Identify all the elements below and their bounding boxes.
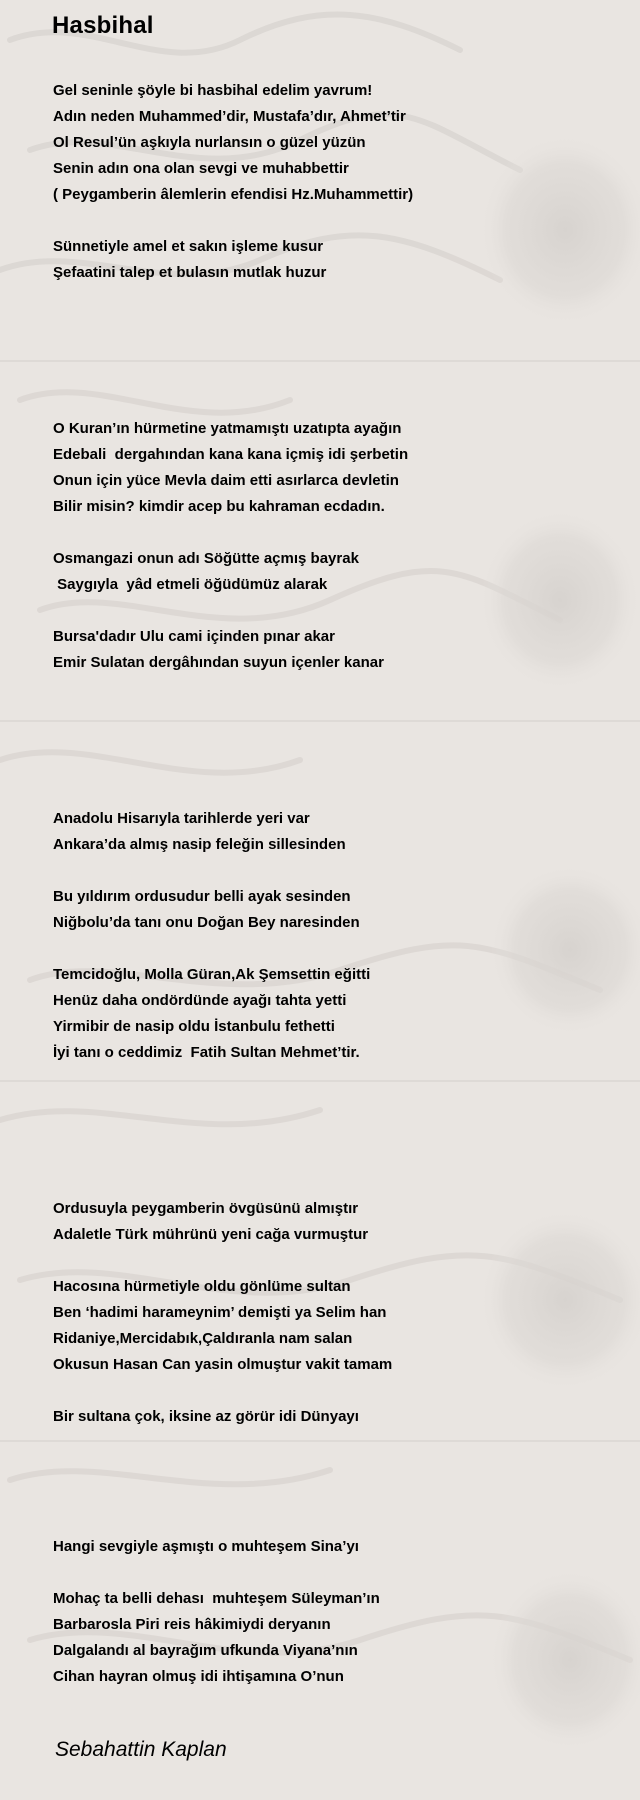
poem-body bbox=[53, 78, 613, 1690]
poem-line: Ridaniye,Mercidabık,Çaldıranla nam salan bbox=[53, 1330, 353, 1347]
poem-line: Bursa'dadır Ulu cami içinden pınar akar bbox=[53, 628, 335, 645]
poem-line: İyi tanı o ceddimiz Fatih Sultan Mehmet’tir. bbox=[53, 1044, 360, 1061]
poem-line: Bir sultana çok, iksine az görür idi Dünyayı bbox=[53, 1408, 359, 1425]
poem-section bbox=[53, 1534, 613, 1690]
poem-line: Bilir misin? kimdir acep bu kahraman ecdadın. bbox=[53, 498, 385, 515]
poem-line: Şefaatini talep et bulasın mutlak huzur bbox=[53, 264, 327, 281]
poem-line: Dalgalandı al bayrağım ufkunda Viyana’nın bbox=[53, 1642, 358, 1659]
stanza bbox=[53, 78, 613, 208]
poem-line: Anadolu Hisarıyla tarihlerde yeri var bbox=[53, 810, 310, 827]
stanza bbox=[53, 546, 613, 598]
stanza bbox=[53, 624, 613, 676]
poem-line: Ben ‘hadimi harameynim’ demişti ya Selim han bbox=[53, 1304, 387, 1321]
poem-line: Gel seninle şöyle bi hasbihal edelim yavrum! bbox=[53, 82, 373, 99]
poem-section bbox=[53, 416, 613, 676]
poem-line: ( Peygamberin âlemlerin efendisi Hz.Muhammettir) bbox=[53, 186, 414, 203]
poem-line: Hangi sevgiyle aşmıştı o muhteşem Sina’yı bbox=[53, 1538, 359, 1555]
poem-line: Senin adın ona olan sevgi ve muhabbettir bbox=[53, 160, 349, 177]
stanza bbox=[53, 884, 613, 936]
poem-line: Onun için yüce Mevla daim etti asırlarca devletin bbox=[53, 472, 399, 489]
poem-line: Niğbolu’da tanı onu Doğan Bey naresinden bbox=[53, 914, 360, 931]
poem-line: Saygıyla yâd etmeli öğüdümüz alarak bbox=[53, 576, 328, 593]
poem-section bbox=[53, 78, 613, 286]
stanza bbox=[53, 962, 613, 1066]
stanza bbox=[53, 1404, 613, 1430]
poem-line: Mohaç ta belli dehası muhteşem Süleyman’ın bbox=[53, 1590, 380, 1607]
poem-line: Sünnetiyle amel et sakın işleme kusur bbox=[53, 238, 324, 255]
poem-line: Emir Sulatan dergâhından suyun içenler kanar bbox=[53, 654, 384, 671]
poem-author: Sebahattin Kaplan bbox=[55, 1738, 227, 1761]
poem-line: Edebali dergahından kana kana içmiş idi şerbetin bbox=[53, 446, 409, 463]
poem-line: O Kuran’ın hürmetine yatmamıştı uzatıpta ayağın bbox=[53, 420, 402, 437]
poem-line: Ordusuyla peygamberin övgüsünü almıştır bbox=[53, 1200, 359, 1217]
poem-line: Henüz daha ondördünde ayağı tahta yetti bbox=[53, 992, 347, 1009]
poem-title: Hasbihal bbox=[52, 12, 154, 39]
stanza bbox=[53, 234, 613, 286]
poem-line: Adın neden Muhammed’dir, Mustafa’dır, Ahmet’tir bbox=[53, 108, 406, 125]
poem-line: Yirmibir de nasip oldu İstanbulu fethetti bbox=[53, 1018, 335, 1035]
poem-line: Ankara’da almış nasip feleğin sillesinden bbox=[53, 836, 346, 853]
poem-line: Cihan hayran olmuş idi ihtişamına O’nun bbox=[53, 1668, 344, 1685]
poem-line: Temcidoğlu, Molla Güran,Ak Şemsettin eğitti bbox=[53, 966, 371, 983]
poem-line: Osmangazi onun adı Söğütte açmış bayrak bbox=[53, 550, 359, 567]
stanza bbox=[53, 416, 613, 520]
poem-section bbox=[53, 806, 613, 1066]
stanza bbox=[53, 1274, 613, 1378]
poem-section bbox=[53, 1196, 613, 1430]
poem-line: Ol Resul’ün aşkıyla nurlansın o güzel yüzün bbox=[53, 134, 366, 151]
poem-line: Barbarosla Piri reis hâkimiydi deryanın bbox=[53, 1616, 331, 1633]
poem-line: Hacosına hürmetiyle oldu gönlüme sultan bbox=[53, 1278, 351, 1295]
stanza bbox=[53, 1534, 613, 1560]
poem-line: Okusun Hasan Can yasin olmuştur vakit tamam bbox=[53, 1356, 393, 1373]
stanza bbox=[53, 1196, 613, 1248]
poem-line: Bu yıldırım ordusudur belli ayak sesinden bbox=[53, 888, 351, 905]
stanza bbox=[53, 806, 613, 858]
stanza bbox=[53, 1586, 613, 1690]
poem-line: Adaletle Türk mührünü yeni cağa vurmuştur bbox=[53, 1226, 369, 1243]
